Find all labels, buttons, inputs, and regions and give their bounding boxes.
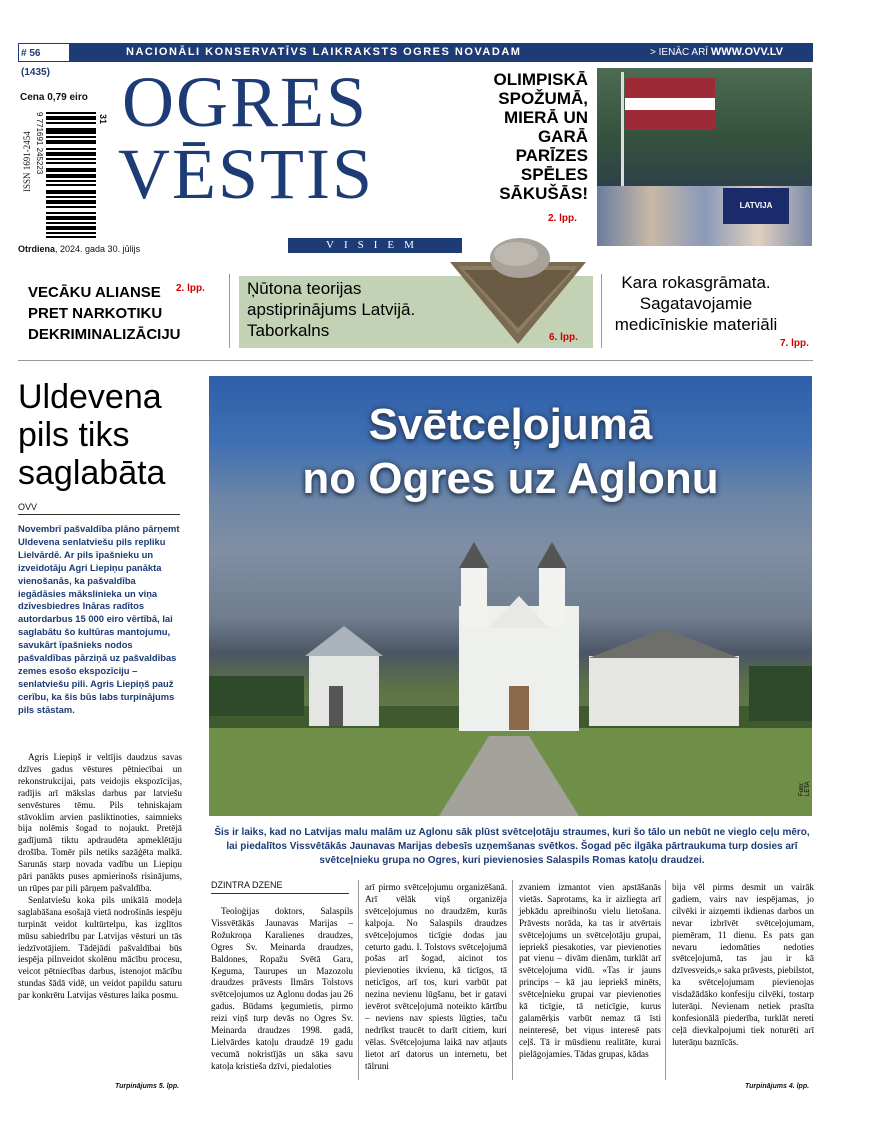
paragraph: Agris Liepiņš ir veltījis daudzus savas dzīves gadus vēstures pētniecībai un rekonstrukcijai, pats veidojis ekspozīcijas, radījis arī mākslas darbus par latviešu senvēstures tēmu. Pils tehniskajam stāvoklim arvien pasliktinoties, saimnieks bija nolēmis šogad to nojaukt. Pretējā gadījumā tiktu apdraudēta apmeklētāju drošība. Tomēr pils netiks sazāģēta malkā. Sarunās starp novada vadību un Liepiņu pāri panākts puses apmierinošs risinājums, un rūpes par pili pārņem pašvaldība. xyxy=(18,752,182,893)
logo-line1: OGRES xyxy=(122,62,369,142)
left-article-author: OVV xyxy=(18,502,38,512)
column-divider xyxy=(512,880,513,1080)
issn: ISSN 1691-2454 xyxy=(22,131,32,192)
teaser-2-page: 6. lpp. xyxy=(549,332,578,343)
flag-white-stripe xyxy=(625,98,715,110)
main-article-continued: Turpinājums 4. lpp. xyxy=(745,1083,810,1090)
paragraph: bija vēl pirms desmit un vairāk gadiem, vairs nav iespējamas, jo cilvēki ir aizņemti ikdienas darbos un nevar izbrīvēt svētceļojumam, piemēram, 11 dienu. Es pats gan nevaru iedomāties nedoties svētceļojumā, tas jau ir kā dzīvesveids,» saka prāvests, piebilstot, ka svētceļojumam pievienojas visdažādāko konfesiju cilvēki, tostarp luterāņi. Nevienam netiek prasīta konfesionālā piederība, turklāt nereti ceļā dievkalpojumi tiek noturēti arī luterāņu baznīcās. xyxy=(672,882,814,1047)
main-headline[interactable] xyxy=(209,398,812,506)
teaser-parents-alliance[interactable]: VECĀKU ALIANSE PRET NARKOTIKU DEKRIMINALIZĀCIJU xyxy=(28,284,181,343)
barcode-block xyxy=(18,112,108,240)
website-link[interactable] xyxy=(650,43,783,62)
author-rule xyxy=(18,514,180,515)
photo-credit: Foto: LETA xyxy=(799,781,811,796)
main-headline-line1: Svētceļojumā xyxy=(368,400,653,449)
teaser-war-handbook[interactable]: Kara rokasgrāmata. Sagatavojamie medicīniskie materiāli xyxy=(614,273,778,334)
main-article-author: DZINTRA DZENE xyxy=(211,880,283,890)
issue-date xyxy=(18,244,140,254)
left-article-headline[interactable]: Uldevena pils tiks saglabāta xyxy=(18,378,166,492)
main-headline-line2: no Ogres uz Aglonu xyxy=(302,454,719,503)
divider xyxy=(229,274,230,348)
date-text: , 2024. gada 30. jūlijs xyxy=(55,244,141,254)
latvija-sign: LATVIJA xyxy=(723,188,789,224)
tagline: NACIONĀLI KONSERVATĪVS LAIKRAKSTS OGRES NOVADAM xyxy=(126,46,522,58)
weekday: Otrdiena xyxy=(18,244,56,254)
paragraph: Senlatviešu koka pils unikālā modeļa saglabāšana esošajā vietā nodrošinās iespēju turpināt veidot kultūrtelpu, kas izglītos mūsu sabiedrību par Latvijas vēsturi un tās iedzīvotājiem. Tādējādi pašvaldībai būs iespēja pilnveidot skolēnu mācību procesu, veicot pētniecības darbus, istenojot mācību stundas šādā vidē, un veidot papildu saturu par konkrētu Latvijas vēstures laika posmu. xyxy=(18,894,182,1001)
top-bar xyxy=(18,43,813,78)
logo-subtitle: VISIEM xyxy=(288,238,462,253)
issue-number: # 56 (1435) xyxy=(18,43,70,62)
left-article-body xyxy=(18,752,182,1002)
barcode-bar xyxy=(46,236,96,238)
basilica-illustration xyxy=(209,536,812,816)
taborkalns-stone-image xyxy=(450,236,586,344)
main-article-column-3 xyxy=(519,882,661,1061)
column-divider xyxy=(358,880,359,1080)
main-article-column-1 xyxy=(211,906,353,1073)
teaser-3-page: 7. lpp. xyxy=(780,338,809,349)
barcode xyxy=(46,112,96,238)
horizontal-rule xyxy=(18,360,813,361)
flag-red-bottom xyxy=(625,110,715,130)
teaser-2-text: Ņūtona teorijas apstiprinājums Latvijā. Taborkalns xyxy=(247,279,416,340)
paragraph: arī pirmo svētceļojumu organizēšanā. Arī vēlāk viņš organizēja svētceļojumus no draudzēm, kurās kalpoja. No Salaspils draudzes svētceļojumos ticīgie dodas jau ceturto gadu. I. Tolstovs svētceļojumā pošas arī šogad, aicinot tos pievienoties ikvienu, kā ticīgos, tā neticīgos, arī tos, kuri varbūt pat nezina nevienu lūgšanu, bet ir gatavi ievērot svētceļojumā noteikto kārtību – neviens nav spiests lūgties, taču nedrīkst traucēt to darīt citiem, kuri vēlas. Svētceļojuma laikā nav atļauts lietot arī datorus un internetu, bet tālruni xyxy=(365,882,507,1071)
website-prefix: > IENĀC ARĪ xyxy=(650,47,711,58)
flag-red-top xyxy=(625,78,715,98)
main-article-column-2 xyxy=(365,882,507,1073)
logo-line2: VĒSTIS xyxy=(118,134,375,214)
main-photo xyxy=(209,376,812,816)
divider xyxy=(601,274,602,348)
olympics-page-ref: 2. lpp. xyxy=(548,213,577,224)
website-url[interactable]: WWW.OVV.LV xyxy=(710,46,783,58)
olympics-photo xyxy=(597,68,812,246)
paragraph: zvaniem izmantot vien apstāšanās vietās. Saprotams, ka ir aizliegta arī jebkādu apreibinošu vielu lietošana. Prāvests norāda, ka tas ir atvērtais svētceļojums un svētceļotāju grupai, iepriekš piesakoties, var pievienoties pat vienu – divām dienām, turklāt arī svētceļojuma vidū. «Tas ir jauns princips – kā jau iepriekš minēts, svētceļnieku grupai var pievienoties kā ticīgie, tā neticīgie, kurus galamērķis varbūt nemaz tā īsti neinteresē, bet viņus interesē pats ceļš. Tā ir mūsdienu realitāte, kurai pielāgojamies. Tādas grupas, kādas xyxy=(519,882,661,1059)
left-article-lead: Novembrī pašvaldība plāno pārņemt Uldevena senlatviešu pils repliku Lielvārdē. Ar pils īpašnieku un izveidotāju Agri Liepiņu panākta vienošanās, ka pašvaldība iegādāsies mākslinieka un viņa dzīvesbiedres Ināras radītos autordarbus 15 000 eiro vērtībā, lai saglabātu šo kultūras mantojumu, savukārt īpašnieks nodos pašvaldības pārziņā uz pašvaldības zemes esošo ekspozīciju – senlatviešu pili. Agris Liepiņš pauž cerību, ka šis būs labs turpinājums pils stāstam. xyxy=(18,523,180,715)
column-divider xyxy=(665,880,666,1080)
main-photo-caption: Šis ir laiks, kad no Latvijas malu malām uz Aglonu sāk plūst svētceļotāju straumes, kuri šo tālo un nebūt ne vieglo ceļu mēro, lai piedalītos Vissvētākās Jaunavas Marijas debesīs uzņemšanas svētkos. Šogad pēc ilgāka pārtraukuma turp dosies arī svētceļnieku grupa no Ogres, kuri pievienosies Salaspils Romas katoļu draudzei. xyxy=(214,827,810,866)
main-article-column-4 xyxy=(672,882,814,1049)
barcode-suffix: 31 xyxy=(98,114,108,125)
left-article-continued: Turpinājums 5. lpp. xyxy=(115,1083,180,1090)
price: Cena 0,79 eiro xyxy=(20,92,88,103)
paragraph: Teoloģijas doktors, Salaspils Vissvētākās Jaunavas Marijas – Rožukroņa Karalienes draudzes, Ogres Sv. Meinarda draudzes, Baldones, Ropažu Svētā Gara, Ķeguma, Taurupes un Mazozolu draudzes prāvests Ilmārs Tolstovs svētceļojumos uz Aglonu dodas jau 26 gadus. Būdams ķegumietis, pirmo reizi viņš turp devās no Ogres Sv. Meinarda draudzes 1998. gadā, Lielvārdes katoļu draudzē 19 gadu vecumā nokristījās un sāka savu katoļa kristieša dzīvi, piedaloties xyxy=(211,906,353,1071)
barcode-number: 9 771691 245223 xyxy=(35,112,44,175)
teaser-1-page: 2. lpp. xyxy=(176,283,205,294)
author-rule xyxy=(211,893,349,894)
olympics-headline[interactable]: OLIMPISKĀ SPOŽUMĀ, MIERĀ UN GARĀ PARĪZES SPĒLES SĀKUŠĀS! xyxy=(493,70,588,203)
